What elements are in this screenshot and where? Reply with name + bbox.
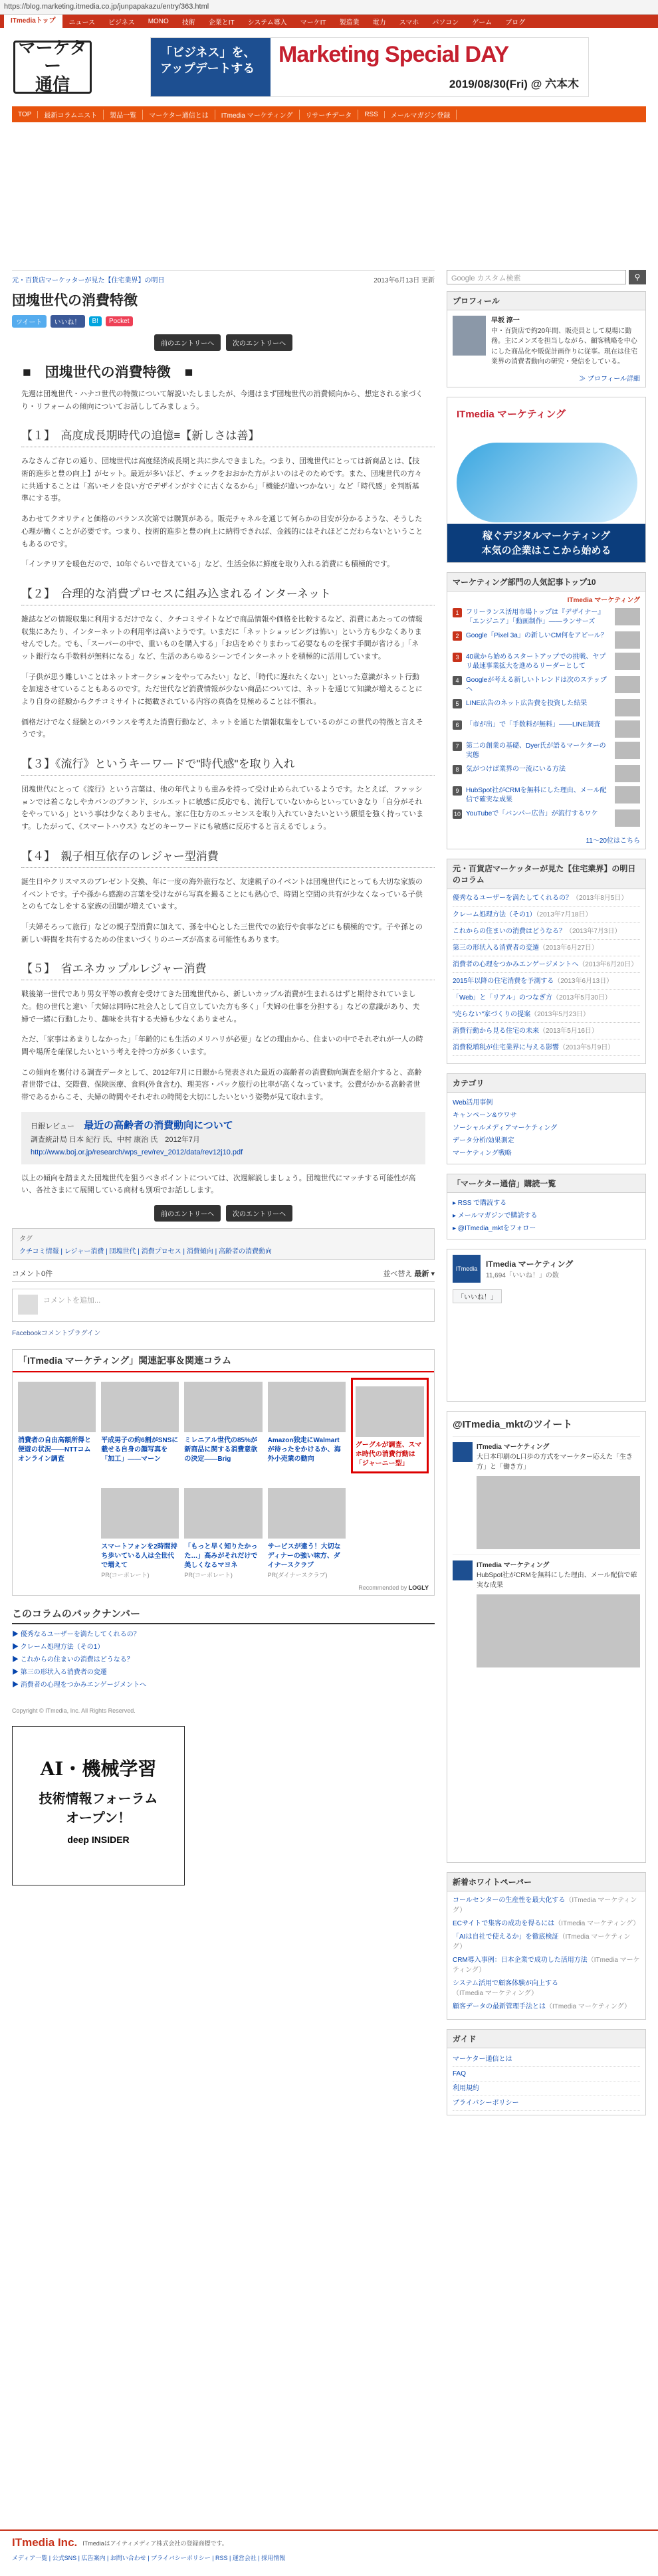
global-nav-item[interactable]: MONO [148, 17, 169, 25]
column-list-item[interactable] [453, 993, 640, 1006]
research-box [21, 1112, 425, 1164]
ranking-heading: マーケティング部門の人気記事トップ10 [447, 573, 645, 591]
recommended-label: Recommended by [358, 1584, 407, 1591]
ranking-item[interactable] [453, 809, 640, 827]
recommended-by [13, 1584, 434, 1595]
category-box [447, 1073, 646, 1164]
updated-date: 2013年6月13日 更新 [374, 277, 435, 284]
ranking-thumbnail [615, 653, 640, 670]
column-list-date: （2013年7月3日） [566, 927, 621, 935]
category-heading: カテゴリ [447, 1074, 645, 1093]
next-entry-button-bottom[interactable]: 次のエントリーへ [226, 1205, 292, 1222]
related-card-image [268, 1382, 346, 1432]
facebook-page-like-button[interactable]: 「いいね！」 [453, 1289, 502, 1303]
whitepaper-title[interactable]: 「AIは自社で使えるか」を徹底検証 [453, 1933, 559, 1941]
related-card[interactable] [184, 1484, 262, 1579]
related-spacer [18, 1484, 96, 1579]
ranking-thumbnail [615, 676, 640, 693]
profile-text: 中・百貨店で約20年間、販売員として現場に勤務。主にメンズを担当しながら、顧客戦略を中心にした商品化や販促計画作りに従事。現在は住宅業界の消費者動向の研究・発信をしている。 [491, 327, 637, 366]
global-nav-item[interactable]: パソコン [432, 19, 459, 27]
tag-link[interactable]: 高齢者の消費動向 [218, 1248, 272, 1255]
main-column [12, 270, 435, 1885]
related-card[interactable] [268, 1378, 346, 1473]
tweet-author[interactable]: ITmedia マーケティング [477, 1561, 550, 1569]
section-paragraph: 「インテリアを暖色だので、10年ぐらいで替えている」など、生活全体に鮮度を取り入れる消費にも積極的です。 [21, 560, 395, 569]
tweet-body [477, 1442, 640, 1549]
global-nav-item[interactable]: ニュース [68, 19, 95, 27]
ranking-number: 5 [453, 699, 462, 708]
column-list-title[interactable]: 消費行動から見る住宅の未来 [453, 1027, 539, 1035]
backnumber-heading: このコラムのバックナンバー [12, 1606, 435, 1624]
profile-heading: プロフィール [447, 292, 645, 310]
section-heading: 【４】 親子相互依存のレジャー型消費 [21, 847, 435, 868]
page-title: 団塊世代の消費特徴 [12, 293, 138, 308]
ranking-title[interactable]: LINE広告のネット広告費を投資した結果 [466, 699, 588, 707]
related-card-source: PR(コーポレート) [184, 1572, 233, 1578]
ranking-item[interactable] [453, 699, 640, 716]
sidebar-ad-brand: ITmedia マーケティング [457, 408, 566, 420]
whitepaper-item[interactable] [453, 1919, 640, 1929]
related-card-title[interactable]: 「もっと早く知りたかった…」高みがそれだけで美しくなるマヨネ [184, 1543, 258, 1569]
logo-text: マーケター 通信 [18, 39, 87, 95]
section-heading: 【５】 省エネカップルレジャー消費 [21, 959, 435, 980]
category-item[interactable]: マーケティング戦略 [453, 1149, 512, 1157]
comment-count: コメント0件 [12, 1270, 53, 1278]
column-list-date: （2013年5月9日） [559, 1043, 615, 1051]
whitepaper-source: （ITmedia マーケティング） [554, 1919, 640, 1927]
related-card-title[interactable]: Amazon独走にWalmartが待ったをかけるか、海外小売業の動向 [267, 1437, 341, 1463]
sub-nav [12, 106, 646, 122]
ranking-title[interactable]: フリーランス活用市場トップは『デザイナー』「エンジニア」「動画制作」――ランサーズ [466, 608, 605, 625]
ranking-title[interactable]: Googleが考える新しいトレンドは次のステップへ [466, 676, 607, 693]
global-nav-item[interactable]: マーケIT [300, 19, 326, 27]
article-intro: 先週は団塊世代・ハナコ世代の特徴について解説いたしましたが、今週はまず団塊世代の消費傾向から、想定される家づくり・リフォームの傾向についてお話ししてみましょう。 [21, 390, 423, 411]
ranking-item[interactable] [453, 653, 640, 672]
recommended-brand: LOGLY [408, 1584, 429, 1591]
footer-logo[interactable]: ITmedia Inc. [12, 2536, 78, 2549]
header-banner-ad[interactable] [150, 37, 589, 97]
facebook-page-name[interactable]: ITmedia マーケティング [486, 1259, 574, 1269]
section-paragraph: この傾向を裏付ける調査データとして、2012年7月に日銀から発表された最近の高齢者の消費動向調査を紹介すると、高齢者世帯では、交際費、保険医療、食料(外食含む)、理美容・パック旅行の比率が高くなっています。公費がかかる高齢者世帯であるからこそ、夫婦の時間やそれぞれの時間を大切にしたいという姿勢が見て取れます。 [21, 1068, 422, 1102]
copyright: Copyright © ITmedia, Inc. All Rights Reserved. [12, 1707, 136, 1714]
search-button[interactable] [629, 270, 646, 284]
ranking-thumbnail [615, 720, 640, 738]
related-card[interactable] [184, 1378, 262, 1473]
related-card-image [18, 1382, 96, 1432]
ranking-thumbnail [615, 608, 640, 625]
search-input[interactable]: Google カスタム検索 [447, 270, 626, 284]
column-list-title[interactable]: 優秀なるユーザーを満たしてくれるの？ [453, 894, 572, 902]
tag-link[interactable]: クチコミ情報 [19, 1248, 59, 1255]
column-list-date: （2013年8月5日） [572, 894, 628, 902]
global-nav-item[interactable]: ブログ [505, 19, 526, 27]
ranking-number: 3 [453, 653, 462, 662]
ranking-item[interactable] [453, 676, 640, 695]
ranking-item[interactable] [453, 742, 640, 761]
article-sections [12, 426, 435, 1103]
column-list-date: （2013年6月27日） [539, 944, 598, 952]
ranking-item[interactable] [453, 720, 640, 738]
sub-nav-item[interactable]: RSS [358, 111, 385, 118]
pager-bottom [12, 1205, 435, 1222]
commenter-avatar [18, 1295, 38, 1315]
backnumber [12, 1606, 435, 1695]
comment-sort[interactable]: 並べ替え 最新 ▾ [383, 1270, 435, 1278]
column-list-title[interactable]: 消費税増税が住宅業界に与える影響 [453, 1043, 559, 1051]
ranking-number: 8 [453, 765, 462, 774]
whitepaper-title[interactable]: コールセンターの生産性を最大化する [453, 1896, 566, 1904]
bottom-ad-banner[interactable] [12, 1726, 185, 1885]
tweet[interactable] [453, 1555, 640, 1673]
section-paragraph: みなさんご存じの通り、団塊世代は高度経済成長期と共に歩んできました。つまり、団塊世代にとっては新商品とは、【技術的進歩と豊の向上】がセット。最近が多いほど、チェックをおおかた方がよいのはそのためです。また、団塊世代の方々に共通することは「高いモノを良い方でデザインがすぐに古くなるから」「機能が違いつかない」など「時代感」を判断基準にする事。 [21, 457, 422, 503]
related-card-title[interactable]: 消費者の自由高額所得と便遊の状況――NTTコムオンライン調査 [18, 1437, 91, 1463]
sub-nav-item[interactable]: 最新コラムニスト [38, 110, 104, 120]
related-card-source: PR(ダイナースクラブ) [267, 1572, 328, 1578]
site-header [0, 28, 658, 106]
tweet-button[interactable]: ツイート [12, 315, 47, 328]
twitter-widget [447, 1411, 646, 1863]
global-nav-item[interactable]: 企業とIT [208, 19, 235, 27]
site-logo[interactable] [13, 41, 92, 94]
global-nav-item[interactable]: ビジネス [108, 19, 135, 27]
column-list-date: （2013年6月13日） [554, 977, 613, 985]
profile-photo [453, 316, 486, 356]
bottom-ad-line3: オープン！ [65, 1810, 132, 1826]
tweet-text: 大日本印刷のL口歩の方式をマーケター応えた「生き方」と「働き方」 [477, 1453, 633, 1471]
browser-url-bar[interactable] [0, 0, 658, 15]
backnumber-item[interactable]: ▶ クレーム処理方法（その1） [12, 1644, 104, 1651]
rss-box [447, 1174, 646, 1239]
ranking-title[interactable]: YouTubeで「バンパー広告」が流行するワケ [466, 809, 598, 817]
category-item[interactable]: データ分析/効果測定 [453, 1136, 514, 1144]
facebook-comment-plugin-link[interactable]: Facebookコメントプラグイン [12, 1330, 101, 1337]
column-list-heading: 元・百貨店マーケッターが見た【住宅業界】の明日のコラム [447, 859, 645, 889]
ranking-item[interactable] [453, 786, 640, 805]
category-item[interactable]: キャンペーン&ウワサ [453, 1111, 517, 1119]
section-paragraph: 「夫婦そろって旅行」などの親子型消費に加えて、孫を中心とした三世代での旅行や食事などにも積極的です。子や孫との新しい時間を共有するための住まいづくりのニーズが高まる可能性もあります。 [21, 922, 423, 944]
ranking-thumbnail [615, 699, 640, 716]
whitepaper-heading: 新着ホワイトペーパー [447, 1873, 645, 1891]
hatena-button[interactable]: B! [89, 316, 102, 326]
whitepaper-item[interactable] [453, 2002, 640, 2012]
section-paragraph: 誕生日やクリスマスのプレゼント交換、年に一度の海外旅行など、友達親子のイベントは団塊世代にとっても大切な家族のイベントです。子や孫から感謝の言葉を受けながら写真を撮ることにも熱心で、時間と空間の共有が少なくなっている子供とのもてなしをする家族の団欒が増えています。 [21, 877, 423, 911]
section-paragraph: 「子供が思う難しいことはネットオークションをやってみたい」など、「時代に遅れたくない」といった意識がネット行動を加速させていることもあるのです。ただ世代など消費情報が少ない商品については、ネットを通じて知識が増えることにより自身の経験からクチコミサイトに掲載されている内容の真偽を見極めることは不慣れ。 [21, 673, 423, 706]
comment-input[interactable] [12, 1289, 435, 1322]
column-list-date: （2013年7月18日） [536, 911, 592, 918]
article-heading: ■ 団塊世代の消費特徴 ■ [23, 365, 193, 380]
column-list-item[interactable] [453, 1010, 640, 1023]
column-list-item[interactable] [453, 1026, 640, 1039]
related-card-image [101, 1382, 179, 1432]
section-paragraph: 団塊世代にとって《流行》という言葉は、他の年代よりも重みを持って受け止められているようです。たとえば、ファッションでは着こなしやカバンのブランド、シルエットに敏感に反応でも、流行していないからといっていきなり「自分がそれをやっている」という事は少なくありません。家に住む方のエッセンスを取り入れていきたいという願望を強く持っています。したがって、《スマートハウス》などのキーワードにも敏感に反応すると言えるでしょう。 [21, 786, 424, 831]
related-card-image [356, 1386, 424, 1437]
column-list-title[interactable]: 「Web」と「リアル」のつなぎ方 [453, 994, 552, 1002]
ranking-number: 1 [453, 608, 462, 617]
tweet-body [477, 1560, 640, 1667]
research-meta: 調査統計局 日本 紀行 氏、中村 康治 氏 2012年7月 [31, 1136, 200, 1144]
whitepaper-title[interactable]: システム活用で顧客体験が向上する [453, 1979, 558, 1987]
backnumber-item[interactable]: ▶ 消費者の心理をつかみエンゲージメントへ [12, 1681, 147, 1689]
section-heading: 【３】《流行》というキーワードで"時代感"を取り入れ [21, 754, 435, 776]
column-list-item[interactable] [453, 893, 640, 907]
facebook-like-count: 11,694「いいね！」の数 [486, 1271, 559, 1279]
related-card-title[interactable]: グーグルが調査、スマホ時代の消費行動は「ジャーニー型」 [355, 1442, 422, 1467]
column-list-item[interactable] [453, 960, 640, 973]
sidebar-ad[interactable] [447, 397, 646, 563]
global-nav-item[interactable]: ITmediaトップ [4, 15, 62, 28]
tweet-image [477, 1476, 640, 1549]
ranking-number: 7 [453, 742, 462, 751]
tag-list: クチコミ情報 | レジャー消費 | 団塊世代 | 消費プロセス | 消費傾向 | 高齢者の消費動向 [19, 1248, 272, 1255]
whitepaper-box [447, 1872, 646, 2020]
facebook-page-logo: ITmedia [453, 1255, 481, 1283]
rss-heading: 「マーケター通信」購読一覧 [447, 1174, 645, 1193]
column-list-item[interactable] [453, 910, 640, 923]
section-heading: 【１】 高度成長期時代の追憶≡【新しさは善】 [21, 426, 435, 447]
tweet-avatar [453, 1560, 473, 1580]
related-card[interactable] [101, 1378, 179, 1473]
sidebar-ad-title: 稼ぐデジタルマーケティング 本気の企業はここから始める [447, 524, 645, 562]
tag-link[interactable]: 消費プロセス [141, 1248, 181, 1255]
whitepaper-item[interactable] [453, 1932, 640, 1952]
column-list-title[interactable]: クレーム処理方法（その1） [453, 911, 536, 918]
related-card-image [101, 1488, 179, 1539]
search-icon: ⚲ [634, 272, 641, 282]
ranking-more-link[interactable]: 11〜20位はこちら [586, 837, 640, 845]
banner-left-text: 「ビジネス」を、 アップデートする [151, 38, 271, 96]
section-paragraph: 戦後第一世代であり男女平等の教育を受けてきた団塊世代から、新しいカップル消費が生まれるはずと期待されていました。他の世代と違い「夫婦は同時に社会人として自立していた方も多く」「夫婦の仕事を分担する」などの意識があり、夫婦で一緒に行動したり、趣味を共有する夫婦も少なくありません。 [21, 990, 420, 1023]
column-list-item[interactable] [453, 976, 640, 990]
column-list-title[interactable]: これからの住まいの消費はどうなる？ [453, 927, 566, 935]
ranking-number: 2 [453, 631, 462, 641]
rss-link[interactable]: ▸ RSS で購読する [453, 1199, 507, 1207]
whitepaper-source: （ITmedia マーケティング） [453, 1989, 538, 1997]
tweet-text: HubSpot社がCRMを無料にした理由、メール配信で確実な成果 [477, 1571, 637, 1589]
url-text: https://blog.marketing.itmedia.co.jp/junpapakazu/entry/363.html [4, 3, 209, 11]
sidebar-ad-graphic [457, 443, 637, 522]
column-list-date: （2013年5月16日） [539, 1027, 598, 1035]
research-url-link[interactable]: http://www.boj.or.jp/research/wps_rev/rev_2012/data/rev12j10.pdf [31, 1148, 243, 1156]
backnumber-item[interactable]: ▶ 優秀なるユーザーを満たしてくれるの？ [12, 1631, 140, 1638]
related-heading: 「ITmedia マーケティング」関連記事＆関連コラム [13, 1350, 434, 1372]
comments-section [12, 1268, 435, 1337]
related-card-source: PR(コーポレート) [101, 1572, 150, 1578]
global-nav-item[interactable]: システム導入 [247, 19, 287, 27]
tag-label: タグ [19, 1235, 33, 1243]
column-list-title[interactable]: 消費者の心理をつかみエンゲージメントへ [453, 960, 579, 968]
column-list-date: （2013年5月30日） [552, 994, 611, 1002]
twitter-heading: @ITmedia_mktのツイート [453, 1418, 573, 1430]
research-title[interactable]: 最近の高齢者の消費動向について [84, 1119, 233, 1131]
ranking-number: 10 [453, 810, 461, 817]
breadcrumb [12, 270, 435, 287]
profile-box [447, 291, 646, 387]
tag-box [12, 1228, 435, 1260]
global-nav-item[interactable]: スマホ [399, 19, 419, 27]
search-box [447, 270, 646, 284]
ranking-thumbnail [615, 765, 640, 782]
article-closing: 以上の傾向を踏まえた団塊世代を狙うべきポイントについては、次週解説しましょう。団塊世代にマッチする可能性が高い、各社さまにて展開している商材も別項でお話しします。 [21, 1174, 416, 1195]
sidebar [447, 270, 646, 2125]
ranking-item[interactable] [453, 631, 640, 649]
sub-nav-item[interactable]: マーケター通信とは [143, 110, 215, 120]
ranking-title[interactable]: 第二の創業の基礎、Dyer氏が語るマーケターの実態 [466, 742, 606, 759]
global-nav-item[interactable]: ゲーム [472, 19, 493, 27]
ranking-thumbnail [615, 809, 640, 827]
whitepaper-title[interactable]: CRM導入事例：日本企業で成功した活用方法 [453, 1956, 588, 1964]
section-heading: 【２】 合理的な消費プロセスに組み込まれるインターネット [21, 584, 435, 605]
backnumber-item[interactable]: ▶ 第三の形状入る消費者の変遷 [12, 1669, 107, 1676]
global-nav-item[interactable]: 技術 [181, 19, 195, 27]
prev-entry-button-bottom[interactable]: 前のエントリーへ [154, 1205, 221, 1222]
whitepaper-item[interactable] [453, 1895, 640, 1915]
related-card-title[interactable]: サービスが違う！大切なディナーの強い味方、ダイナースクラブ [267, 1543, 341, 1569]
whitepaper-item[interactable] [453, 1955, 640, 1975]
whitepaper-title[interactable]: ECサイトで集客の成功を得るには [453, 1919, 555, 1927]
tag-link[interactable]: レジャー消費 [64, 1248, 104, 1255]
breadcrumb-column-link[interactable]: 元・百貨店マーケッターが見た【住宅業界】の明日 [12, 277, 165, 284]
guide-item[interactable]: 利用規約 [453, 2082, 640, 2096]
related-card-image [184, 1488, 262, 1539]
ranking-number: 4 [453, 676, 462, 685]
profile-more-link[interactable]: ≫ プロフィール詳細 [579, 375, 640, 383]
related-card-title[interactable]: ミレニアル世代の85%が新商品に関する消費意欲の決定――Brig [184, 1437, 258, 1463]
ranking-title[interactable]: Google「Pixel 3a」の新しいCM何をアピール？ [466, 631, 607, 639]
ranking-number: 6 [453, 720, 462, 730]
tag-link[interactable]: 消費傾向 [186, 1248, 213, 1255]
whitepaper-source: （ITmedia マーケティング） [546, 2002, 631, 2010]
ranking-title[interactable]: 40歳から始めるスタートアップでの挑戦、ヤプリ最速事業拡大を進めるリーダーとして [466, 653, 606, 670]
pocket-button[interactable]: Pocket [106, 316, 133, 326]
ranking-source: ITmedia マーケティング [567, 596, 640, 604]
global-nav [0, 15, 658, 28]
guide-item[interactable]: プライバシーポリシー [453, 2096, 640, 2111]
ranking-thumbnail [615, 786, 640, 804]
guide-box [447, 2029, 646, 2115]
ranking-title[interactable]: HubSpot社がCRMを無料にした理由、メール配信で確実な成果 [466, 786, 607, 804]
global-nav-item[interactable]: 電力 [372, 19, 386, 27]
facebook-like-button[interactable]: いいね！ [51, 315, 85, 328]
column-list-item[interactable] [453, 926, 640, 940]
related-card-image [184, 1382, 262, 1432]
prev-entry-button[interactable]: 前のエントリーへ [154, 334, 221, 351]
ranking-number: 9 [453, 786, 462, 796]
ranking-item[interactable] [453, 765, 640, 782]
column-list-item[interactable] [453, 943, 640, 956]
related-card[interactable] [351, 1378, 429, 1473]
column-list-title[interactable]: 2015年以降の住宅消費を予測する [453, 977, 554, 985]
facebook-page-widget [447, 1249, 646, 1402]
research-label: 日銀レビュー [31, 1122, 74, 1130]
bottom-ad-line1: AI・機械学習 [40, 1758, 157, 1780]
backnumber-item[interactable]: ▶ これからの住まいの消費はどうなる？ [12, 1656, 134, 1664]
sub-nav-item[interactable]: TOP [12, 111, 38, 118]
tweet-image [477, 1594, 640, 1667]
next-entry-button[interactable]: 次のエントリーへ [226, 334, 292, 351]
site-footer [0, 2529, 658, 2576]
guide-item[interactable]: FAQ [453, 2067, 640, 2082]
sub-nav-item[interactable]: リサーチデータ [300, 110, 359, 120]
ranking-box [447, 572, 646, 849]
banner-date: 2019/08/30(Fri) @ 六本木 [449, 78, 579, 90]
column-list-title[interactable]: "売らない"家づくりの提案 [453, 1010, 531, 1018]
ranking-item[interactable] [453, 608, 640, 627]
column-list-date: （2013年5月23日） [530, 1010, 590, 1018]
section-paragraph: 雑誌などの情報収集に利用するだけでなく、クチコミサイトなどで商品情報や価格を比較するなど、消費にあたっての情報収集にあたり、インターネットの利用率は高いようです。いまだに「ネットショッピングは怖い」という方も少なくありませんでした。でも、「スーパーの中で、重いものを購入する」「お店をめぐりまわって必要なものを探す手間が省ける」「ネット銀行なら手数料が無料になる」など、生活のあらゆるシーンでインターネットを積極的に活用しています。 [21, 615, 423, 661]
rss-link[interactable]: ▸ @ITmedia_mktをフォロー [453, 1224, 536, 1232]
whitepaper-title[interactable]: 顧客データの最新管理手法とは [453, 2002, 546, 2010]
bottom-ad-line2: 技術情報フォーラム [39, 1790, 158, 1806]
ranking-title[interactable]: 「市が出」で「手数料が無料」――LINE調査 [466, 720, 601, 728]
sub-nav-item[interactable]: 製品一覧 [104, 110, 143, 120]
sort-value: 最新 [414, 1270, 429, 1278]
column-list-box [447, 859, 646, 1064]
global-nav-item[interactable]: 製造業 [339, 19, 360, 27]
related-card[interactable] [268, 1484, 346, 1579]
sort-label: 並べ替え [383, 1270, 413, 1278]
column-list-item[interactable] [453, 1043, 640, 1056]
section-paragraph: ただ、「家事はあまりしなかった」「年齢的にも生活のメリハリが必要」などの理由から、住まいの中でそれぞれが一人の時間や場所を確保したいという考えを持つ方が多くいます。 [21, 1035, 423, 1056]
whitepaper-source: （ITmedia マーケティング） [453, 1896, 637, 1914]
section-paragraph: あわせてクオリティと価格のバランス次第では購買がある。販売チャネルを通じて何らかの目安が分かるような、そうした心理が働くことが必要です。つまり、技術的進歩と豊の向上に納得できれば、金銭的にはそれほどこだわらないということもあるのです。 [21, 515, 423, 548]
whitepaper-source: （ITmedia マーケティング） [453, 1956, 640, 1974]
ranking-title[interactable]: 気がつけば業界の一流にいる方法 [466, 765, 566, 773]
tweet[interactable] [453, 1436, 640, 1555]
guide-heading: ガイド [447, 2030, 645, 2048]
profile-name: 早坂 淳一 [491, 317, 520, 324]
column-list-date: （2013年6月20日） [578, 960, 638, 968]
tweet-author[interactable]: ITmedia マーケティング [477, 1443, 550, 1451]
ranking-thumbnail [615, 631, 640, 649]
footer-links[interactable]: メディア一覧 | 公式SNS | 広告案内 | お問い合わせ | プライバシーポリシー | RSS | 運営会社 | 採用情報 [12, 2555, 286, 2561]
related-card-title[interactable]: 平成男子の約6割がSNSに載せる自身の顔写真を「加工」――マーン [101, 1437, 179, 1463]
banner-title: Marketing Special DAY [278, 42, 509, 67]
footer-trademark: ITmediaはアイティメディア株式会社の登録商標です。 [82, 2539, 228, 2547]
whitepaper-item[interactable] [453, 1979, 640, 1998]
related-card-image [268, 1488, 346, 1539]
ranking-thumbnail [615, 742, 640, 759]
section-paragraph: 価格だけでなく経験とのバランスを考えた消費行動など、ネットを通じた情報収集をしているのがこの世代の特徴と言えそうです。 [21, 718, 423, 739]
share-bar [12, 315, 435, 328]
tweet-avatar [453, 1442, 473, 1462]
related-card[interactable] [18, 1378, 96, 1473]
sub-nav-item[interactable]: メールマガジン登録 [385, 110, 457, 120]
related-card[interactable] [101, 1484, 179, 1579]
bottom-ad-line4: deep INSIDER [67, 1834, 130, 1845]
whitepaper-source: （ITmedia マーケティング） [453, 1933, 631, 1951]
comment-placeholder: コメントを追加... [43, 1297, 101, 1305]
related-articles [12, 1349, 435, 1596]
tag-link[interactable]: 団塊世代 [109, 1248, 136, 1255]
sub-nav-item[interactable]: ITmedia マーケティング [215, 110, 300, 120]
category-item[interactable]: ソーシャルメディアマーケティング [453, 1124, 558, 1132]
column-list-title[interactable]: 第三の形状入る消費者の変遷 [453, 944, 539, 952]
category-item[interactable]: Web活用事例 [453, 1099, 493, 1107]
pager-top [12, 334, 435, 351]
rss-link[interactable]: ▸ メールマガジンで購読する [453, 1212, 538, 1220]
related-card-title[interactable]: スマートフォンを2時間持ち歩いている人は全世代で増えて [101, 1543, 177, 1569]
guide-item[interactable]: マーケター通信とは [453, 2052, 640, 2067]
